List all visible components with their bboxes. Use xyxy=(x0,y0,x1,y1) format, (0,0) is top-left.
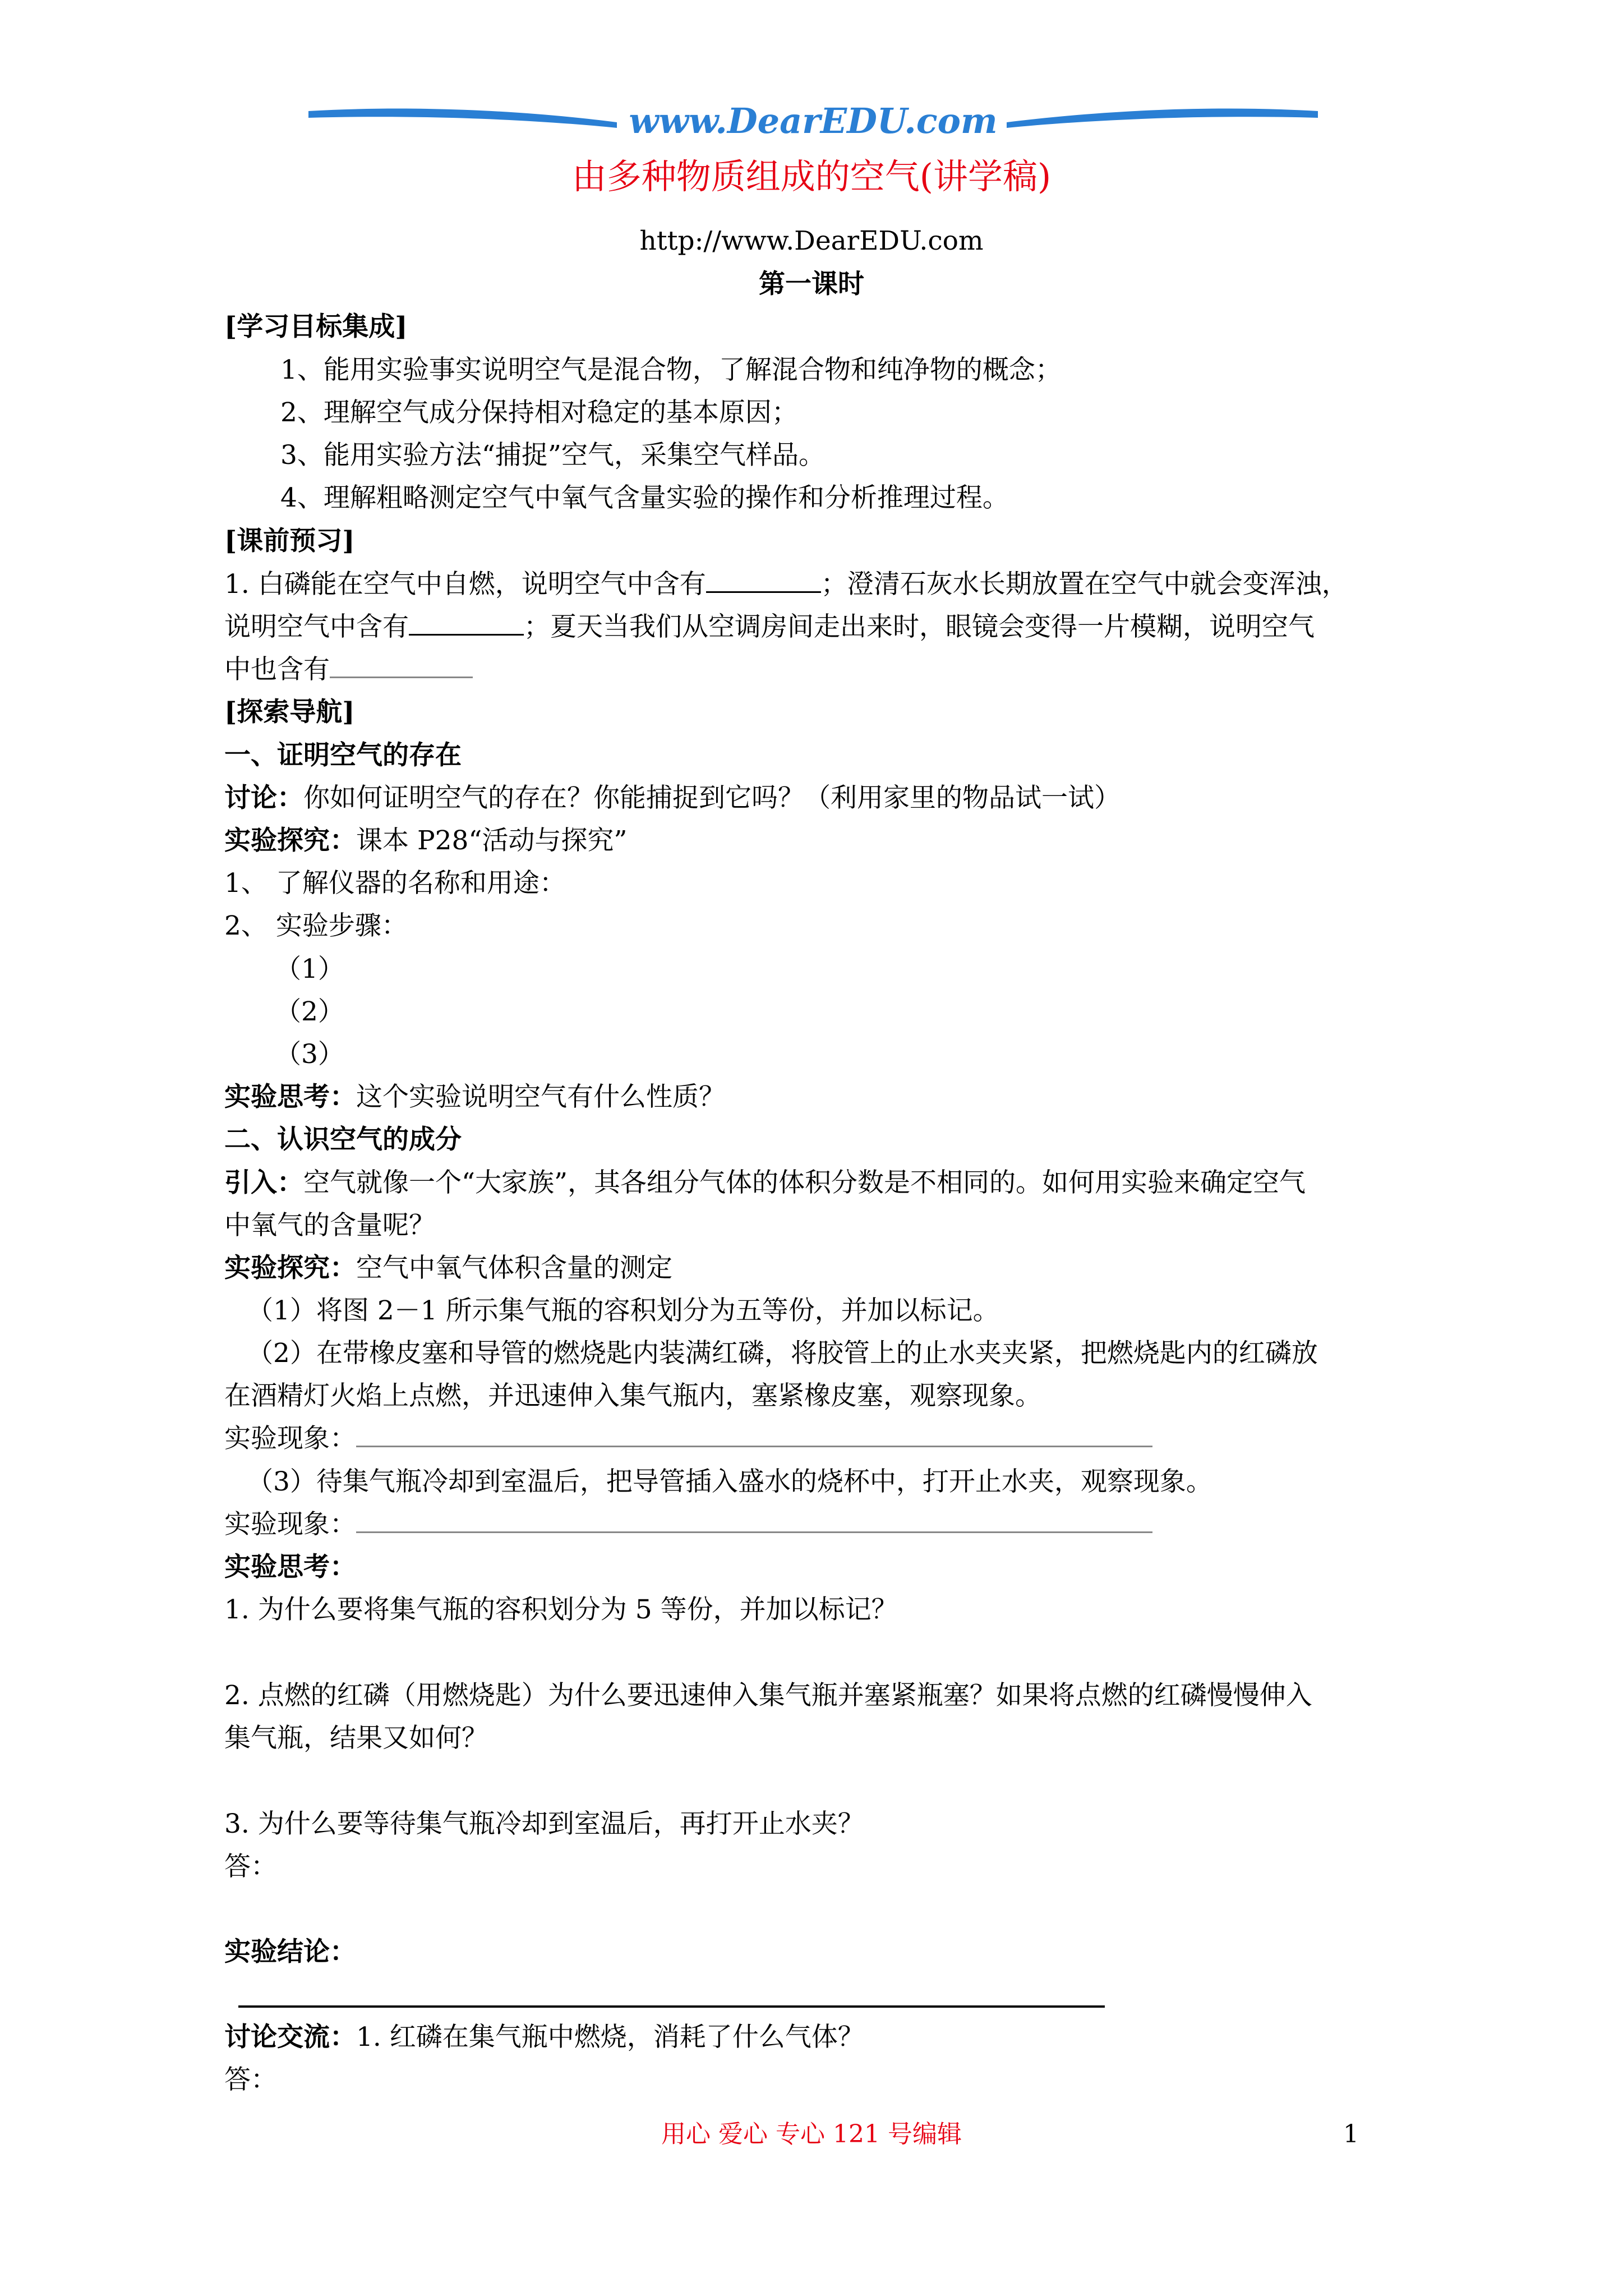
think-label: 实验思考： xyxy=(224,1082,356,1112)
exchange-line xyxy=(224,2021,864,2054)
goal-item-4: 4、理解粗略测定空气中氧气含量实验的操作和分析推理过程。 xyxy=(280,482,1009,513)
answer-blank[interactable] xyxy=(356,1423,1152,1447)
phenomenon-label: 实验现象： xyxy=(224,1509,356,1540)
intro-line-1 xyxy=(224,1166,1306,1200)
answer-blank[interactable] xyxy=(356,1509,1152,1533)
procedure-2b: 在酒精灯火焰上点燃，并迅速伸入集气瓶内，塞紧橡皮塞，观察现象。 xyxy=(224,1381,1041,1411)
answer-label: 答： xyxy=(224,1851,277,1882)
preview-line-2 xyxy=(224,610,1315,644)
exchange-label: 讨论交流： xyxy=(224,2022,356,2053)
step-1: 1、 了解仪器的名称和用途： xyxy=(224,868,566,899)
preview-text: ；夏天当我们从空调房间走出来时，眼镜会变得一片模糊，说明空气 xyxy=(524,611,1315,642)
page-number: 1 xyxy=(1343,2120,1359,2148)
explore-heading: [探索导航] xyxy=(224,697,355,728)
section-1-title: 一、证明空气的存在 xyxy=(224,740,462,771)
preview-text: 1. 白磷能在空气中自燃，说明空气中含有 xyxy=(224,569,706,600)
step-2: 2、 实验步骤： xyxy=(224,910,408,941)
conclusion-label: 实验结论： xyxy=(224,1936,356,1967)
discuss-line xyxy=(224,781,1121,815)
discuss-label: 讨论： xyxy=(224,783,303,813)
document-title: 由多种物质组成的空气(讲学稿) xyxy=(571,156,1052,197)
conclusion-line[interactable] xyxy=(238,2005,1105,2008)
phenomenon-label: 实验现象： xyxy=(224,1423,356,1454)
experiment-2-text: 空气中氧气体积含量的测定 xyxy=(356,1253,672,1283)
question-3: 3. 为什么要等待集气瓶冷却到室温后，再打开止水夹？ xyxy=(224,1809,864,1839)
preview-heading: [课前预习] xyxy=(224,526,355,556)
goal-item-1: 1、能用实验事实说明空气是混合物，了解混合物和纯净物的概念； xyxy=(280,355,1062,385)
goals-heading: [学习目标集成] xyxy=(224,311,408,342)
discuss-text: 你如何证明空气的存在？你能捕捉到它吗？（利用家里的物品试一试） xyxy=(303,783,1121,813)
source-url: http://www.DearEDU.com xyxy=(639,226,984,256)
experiment-line xyxy=(224,824,627,858)
sub-step-3: （3） xyxy=(275,1039,344,1070)
question-2a: 2. 点燃的红磷（用燃烧匙）为什么要迅速伸入集气瓶并塞紧瓶塞？如果将点燃的红磷慢慢伸入 xyxy=(224,1680,1312,1711)
phenomenon-line-2 xyxy=(224,1508,1152,1542)
experiment-label: 实验探究： xyxy=(224,825,356,856)
fill-blank[interactable] xyxy=(330,654,473,678)
sub-step-1: （1） xyxy=(275,954,344,984)
phenomenon-line-1 xyxy=(224,1422,1152,1456)
procedure-2a: （2）在带橡皮塞和导管的燃烧匙内装满红磷，将胶管上的止水夹夹紧，把燃烧匙内的红磷放 xyxy=(247,1338,1318,1369)
goal-item-2: 2、理解空气成分保持相对稳定的基本原因； xyxy=(280,397,798,428)
section-2-title: 二、认识空气的成分 xyxy=(224,1124,462,1155)
experiment-text: 课本 P28“活动与探究” xyxy=(356,825,628,856)
procedure-1: （1）将图 2－1 所示集气瓶的容积划分为五等份，并加以标记。 xyxy=(247,1295,999,1326)
experiment-2-label: 实验探究： xyxy=(224,1253,356,1283)
intro-label: 引入： xyxy=(224,1167,303,1198)
sub-step-2: （2） xyxy=(275,996,344,1027)
answer-label-2: 答： xyxy=(224,2064,277,2095)
think-2-label: 实验思考： xyxy=(224,1552,356,1582)
preview-text: ；澄清石灰水长期放置在空气中就会变浑浊， xyxy=(820,569,1348,600)
think-text: 这个实验说明空气有什么性质？ xyxy=(356,1082,725,1112)
intro-line-2: 中氧气的含量呢？ xyxy=(224,1210,435,1241)
preview-line-1 xyxy=(224,568,1348,601)
site-logo: www.DearEDU.com xyxy=(629,100,998,141)
question-1: 1. 为什么要将集气瓶的容积划分为 5 等份，并加以标记？ xyxy=(224,1594,898,1625)
preview-text: 中也含有 xyxy=(224,654,330,685)
intro-text: 空气就像一个“大家族”，其各组分气体的体积分数是不相同的。如何用实验来确定空气 xyxy=(303,1167,1306,1198)
question-2b: 集气瓶，结果又如何？ xyxy=(224,1723,488,1754)
exchange-text: 1. 红磷在集气瓶中燃烧，消耗了什么气体？ xyxy=(356,2022,864,2053)
preview-text: 说明空气中含有 xyxy=(224,611,409,642)
fill-blank[interactable] xyxy=(409,611,524,636)
experiment-2-line xyxy=(224,1251,672,1285)
fill-blank[interactable] xyxy=(706,569,821,593)
lesson-label: 第一课时 xyxy=(759,269,864,300)
header-banner xyxy=(303,95,1324,157)
goal-item-3: 3、能用实验方法“捕捉”空气，采集空气样品。 xyxy=(280,440,825,471)
preview-line-3 xyxy=(224,653,473,687)
think-line xyxy=(224,1080,725,1114)
footer-text: 用心 爱心 专心 121 号编辑 xyxy=(661,2120,962,2148)
procedure-3: （3）待集气瓶冷却到室温后，把导管插入盛水的烧杯中，打开止水夹，观察现象。 xyxy=(247,1466,1212,1497)
